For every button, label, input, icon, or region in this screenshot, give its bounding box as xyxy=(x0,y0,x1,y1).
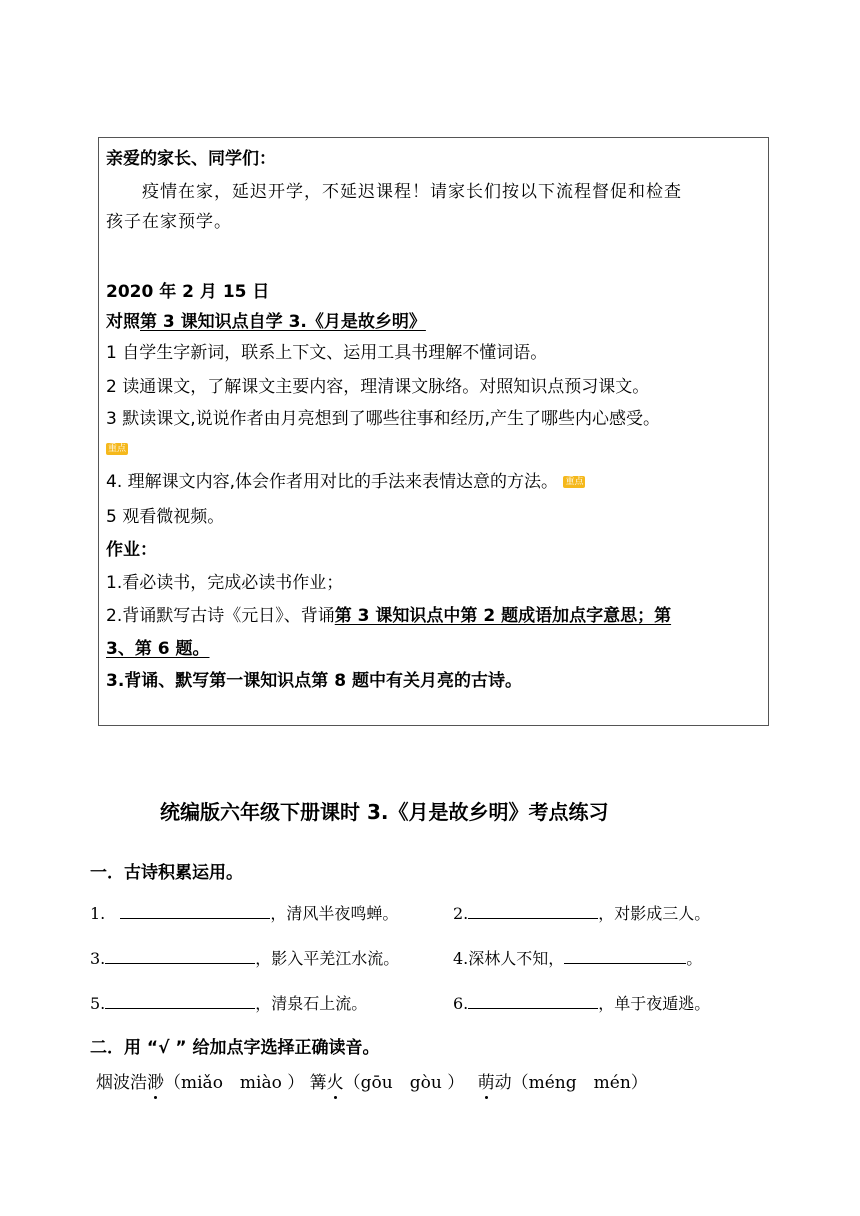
pinyin-item-1 xyxy=(96,1073,304,1093)
section-2-heading: 二．用 “√ ” 给加点字选择正确读音。 xyxy=(90,1038,380,1058)
pinyin-row xyxy=(96,1068,648,1093)
poem-2-num: 2. xyxy=(453,904,469,923)
pinyin-2-pre: 篝 xyxy=(309,1073,327,1093)
date: 2020 年 2 月 15 日 xyxy=(106,282,270,302)
pinyin-1-pre: 烟波浩 xyxy=(96,1073,147,1093)
intro-line-2: 孩子在家预学。 xyxy=(106,212,232,232)
poem-5-blank[interactable] xyxy=(105,992,255,1009)
greeting: 亲爱的家长、同学们： xyxy=(106,149,276,169)
homework-2-continued xyxy=(106,638,210,660)
homework-2-line xyxy=(106,605,671,627)
poem-3-blank[interactable] xyxy=(105,947,255,964)
homework-2-link[interactable]: 第 3 课知识点中第 2 题成语加点字意思；第 xyxy=(334,606,672,626)
poem-1-blank[interactable] xyxy=(120,902,270,919)
pinyin-item-2 xyxy=(310,1073,465,1093)
pinyin-3-options[interactable]: 动（méng mén） xyxy=(494,1073,648,1093)
poem-3 xyxy=(90,946,399,969)
pinyin-2-dotted-char: 火 xyxy=(326,1073,344,1093)
poem-4 xyxy=(453,946,702,969)
step-3: 3 默读课文,说说作者由月亮想到了哪些往事和经历,产生了哪些内心感受。 xyxy=(106,409,661,429)
study-link[interactable]: 第 3 课知识点自学 3.《月是故乡明》 xyxy=(140,312,426,332)
poem-6 xyxy=(453,991,710,1014)
key-point-badge: 重点 xyxy=(565,477,584,487)
poem-2 xyxy=(453,901,710,924)
poem-1 xyxy=(90,901,398,924)
step-2: 2 读通课文，了解课文主要内容，理清课文脉络。对照知识点预习课文。 xyxy=(106,377,650,397)
step-5: 5 观看微视频。 xyxy=(106,507,225,527)
intro-line-1: 疫情在家，延迟开学，不延迟课程！请家长们按以下流程督促和检查 xyxy=(142,182,682,202)
poem-5-text: ，清泉石上流。 xyxy=(255,994,368,1013)
study-line xyxy=(106,311,426,333)
poem-4-num: 4.深林人不知， xyxy=(453,949,565,968)
homework-label: 作业： xyxy=(106,540,157,560)
exercise-title: 统编版六年级下册课时 3.《月是故乡明》考点练习 xyxy=(160,800,609,824)
pinyin-2-options[interactable]: （gōu gòu ） xyxy=(343,1073,465,1093)
poem-3-num: 3. xyxy=(90,949,106,968)
poem-2-blank[interactable] xyxy=(468,902,598,919)
homework-2-prefix: 2.背诵默写古诗《元日》、背诵 xyxy=(106,606,335,626)
poem-6-text: ，单于夜遁逃。 xyxy=(598,994,711,1013)
poem-5-num: 5. xyxy=(90,994,106,1013)
poem-1-num: 1. xyxy=(90,904,106,923)
poem-2-text: ，对影成三人。 xyxy=(598,904,711,923)
study-prefix: 对照 xyxy=(106,312,140,332)
pinyin-1-options[interactable]: （miǎo miào ） xyxy=(164,1073,305,1093)
step-1: 1 自学生字新词，联系上下文、运用工具书理解不懂词语。 xyxy=(106,343,548,363)
poem-4-text: 。 xyxy=(686,949,703,968)
section-1-heading: 一．古诗积累运用。 xyxy=(90,863,243,883)
pinyin-1-dotted-char: 渺 xyxy=(147,1073,164,1093)
step-4: 4. 理解课文内容,体会作者用对比的手法来表情达意的方法。 xyxy=(106,472,559,492)
poem-6-blank[interactable] xyxy=(468,992,598,1009)
poem-4-blank[interactable] xyxy=(564,947,686,964)
key-point-badge: 重点 xyxy=(108,444,127,454)
poem-6-num: 6. xyxy=(453,994,469,1013)
poem-5 xyxy=(90,991,367,1014)
step-4-line xyxy=(106,471,585,493)
step-3-badge-line xyxy=(106,438,128,460)
pinyin-3-dotted-char: 萌 xyxy=(477,1073,495,1093)
homework-1: 1.看必读书，完成必读书作业； xyxy=(106,573,344,593)
poem-3-text: ，影入平羌江水流。 xyxy=(255,949,400,968)
homework-2-link-2[interactable]: 3、第 6 题。 xyxy=(106,639,210,659)
poem-1-text: ，清风半夜鸣蝉。 xyxy=(270,904,399,923)
homework-3: 3.背诵、默写第一课知识点第 8 题中有关月亮的古诗。 xyxy=(106,671,522,691)
pinyin-item-3 xyxy=(478,1073,648,1093)
